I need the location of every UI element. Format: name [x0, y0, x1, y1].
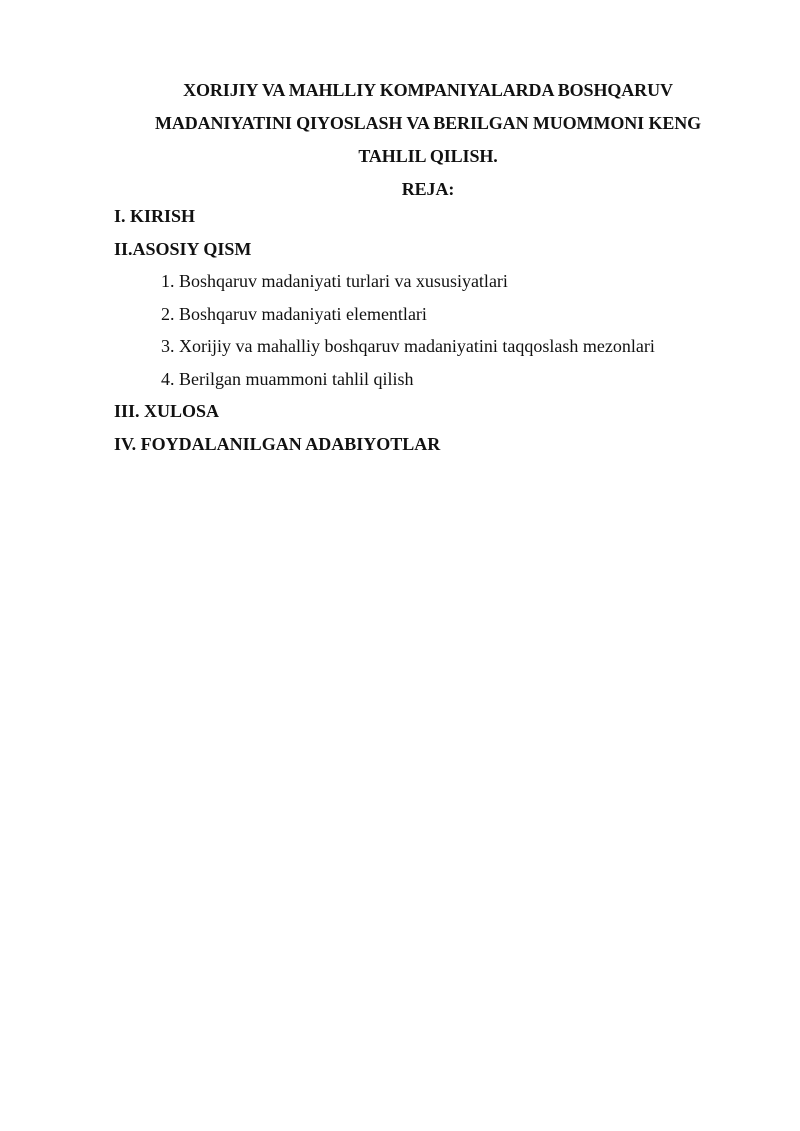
title-line-1: XORIJIY VA MAHLLIY KOMPANIYALARDA BOSHQARUV: [183, 80, 673, 100]
main-part-item-2: 2. Boshqaruv madaniyati elementlari: [161, 303, 427, 324]
section-introduction: I. KIRISH: [114, 206, 196, 226]
main-part-item-4: 4. Berilgan muammoni tahlil qilish: [161, 368, 414, 389]
title-line-3: TAHLIL QILISH.: [358, 146, 498, 166]
section-references: IV. FOYDALANILGAN ADABIYOTLAR: [114, 433, 441, 454]
plan-outline: [114, 200, 734, 460]
document-title: [100, 74, 756, 206]
section-main-part: II.ASOSIY QISM: [114, 238, 252, 259]
main-part-list: [114, 265, 734, 395]
main-part-item-3: 3. Xorijiy va mahalliy boshqaruv madaniyatini taqqoslash mezonlari: [161, 336, 655, 356]
main-part-item-1: 1. Boshqaruv madaniyati turlari va xususiyatlari: [161, 271, 508, 291]
plan-heading: REJA:: [401, 179, 455, 199]
section-conclusion: III. XULOSA: [114, 401, 220, 421]
title-line-2: MADANIYATINI QIYOSLASH VA BERILGAN MUOMMONI KENG: [154, 113, 702, 133]
